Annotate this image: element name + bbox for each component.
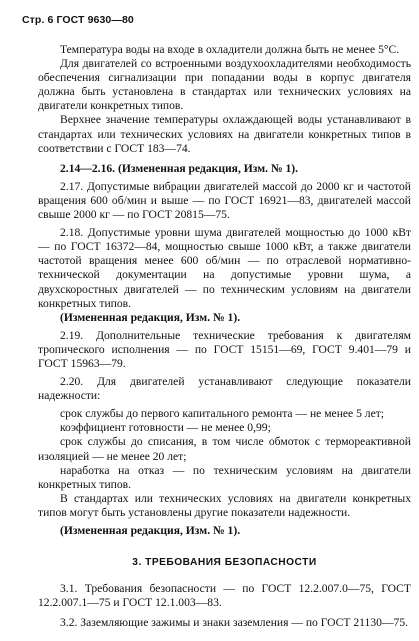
- amendment-note-2-20: (Измененная редакция, Изм. № 1).: [60, 524, 241, 537]
- paragraph-other-indicators: В стандартах или технических условиях на двигатели конкретных типов могут быть установлены другие показатели надежности.: [38, 491, 411, 519]
- paragraph-air-coolers: Для двигателей со встроенными воздухоохладителями необходимость обеспечения сигнализации при попадании воды в корпус двигателя должна быть установлена в стандартах или технических условиях на двигатели конкретных типов.: [38, 57, 411, 113]
- paragraph-upper-temperature: Верхнее значение температуры охлаждающей воды устанавливают в стандартах или технических условиях на двигатели конкретных типов в соответствии с ГОСТ 183—74.: [38, 113, 411, 155]
- reliability-item-availability: коэффициент готовности — не менее 0,99;: [60, 421, 271, 435]
- paragraph-3-1-safety: 3.1. Требования безопасности — по ГОСТ 12.2.007.0—75, ГОСТ 12.2.007.1—75 и ГОСТ 12.1.003—83.: [38, 582, 411, 610]
- paragraph-2-19-tropical: 2.19. Дополнительные технические требования к двигателям тропического исполнения — по ГОСТ 15151—69, ГОСТ 9.401—79 и ГОСТ 15963—79.: [38, 328, 411, 370]
- reliability-item-mtbf: наработка на отказ — по техническим условиям на двигатели конкретных типов.: [38, 463, 411, 491]
- paragraph-3-2-grounding: 3.2. Заземляющие зажимы и знаки заземления — по ГОСТ 21130—75.: [60, 616, 409, 630]
- section-title-safety: 3. ТРЕБОВАНИЯ БЕЗОПАСНОСТИ: [132, 557, 317, 569]
- paragraph-2-18-noise: 2.18. Допустимые уровни шума двигателей мощностью до 1000 кВт — по ГОСТ 16372—84, мощностью свыше 1000 кВт, а также двигатели частотой вращения менее 600 об/мин — по отраслевой нормативно-технической документации на допустимые уровни шума, а двухскоростных двигателей — по техническим условиям на двигатели конкретных типов.: [38, 226, 411, 310]
- standard-number: ГОСТ 9630—80: [56, 14, 134, 26]
- amendment-note-2-14: 2.14—2.16. (Измененная редакция, Изм. № 1).: [60, 161, 299, 175]
- paragraph-2-20-reliability: 2.20. Для двигателей устанавливают следующие показатели надежности:: [38, 375, 411, 403]
- page-number: Стр. 6: [22, 14, 54, 26]
- page-header: [22, 13, 134, 27]
- document-body: [38, 43, 411, 630]
- reliability-item-decommission: срок службы до списания, в том числе обмоток с термореактивной изоляцией — не менее 20 лет;: [38, 435, 411, 463]
- paragraph-water-temperature: Температура воды на входе в охладители должна быть не менее 5°С.: [60, 43, 400, 56]
- reliability-item-service-life: срок службы до первого капитального ремонта — не менее 5 лет;: [60, 407, 385, 421]
- paragraph-2-17-vibration: 2.17. Допустимые вибрации двигателей массой до 2000 кг и частотой вращения 600 об/мин и выше — по ГОСТ 16921—83, двигателей массой свыше 2000 кг — по ГОСТ 20815—75.: [38, 179, 411, 222]
- amendment-note-2-18: (Измененная редакция, Изм. № 1).: [60, 310, 241, 324]
